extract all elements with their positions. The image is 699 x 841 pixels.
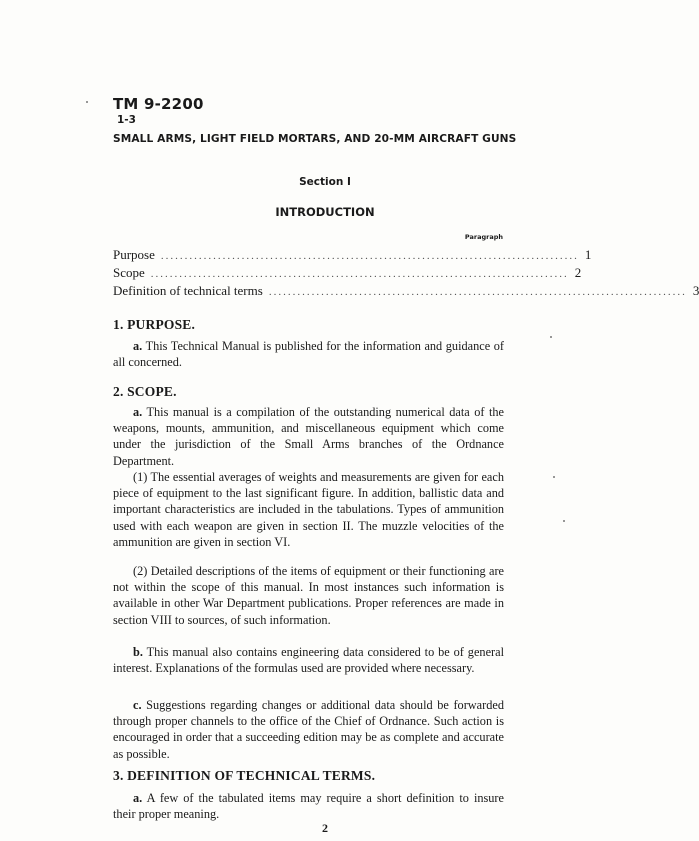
toc-entry xyxy=(113,283,699,299)
toc-entry-label: Definition of technical terms xyxy=(113,283,263,298)
section-name: INTRODUCTION xyxy=(275,205,375,219)
toc-entry-label: Scope xyxy=(113,265,145,280)
paragraph-text: Suggestions regarding changes or additional data should be forwarded through proper channels to the office of the Chief of Ordnance. Such action is encouraged in order that a succeeding edition may be as complete and accurate as possible. xyxy=(113,698,504,761)
paragraph-2a1: (1) The essential averages of weights and measurements are given for each piece of equipment to the last significant figure. In addition, ballistic data and important characteristics are included in the tabulations. Types of ammunition used with each weapon are given in section II. The muzzle velocities of the ammunition are given in section VI. xyxy=(113,470,504,549)
heading-purpose: 1. PURPOSE. xyxy=(113,317,196,332)
doc-sub-id: 1-3 xyxy=(117,114,136,126)
heading-scope: 2. SCOPE. xyxy=(113,384,177,399)
toc-entry-label: Purpose xyxy=(113,247,155,262)
section-label: Section I xyxy=(299,176,351,188)
paragraph-marker: a. xyxy=(133,339,143,353)
scan-speck xyxy=(550,336,552,338)
paragraph-text: This manual is a compilation of the outstanding numerical data of the weapons, mounts, ammunition, and miscellaneous equipment which come under the jurisdiction of the Small Arms branches of the Ordnance Department. xyxy=(113,405,504,468)
toc-entry-number: 3 xyxy=(692,283,699,298)
paragraph-marker: a. xyxy=(133,405,143,419)
paragraph-2a2: (2) Detailed descriptions of the items of equipment or their functioning are not within the scope of this manual. In most instances such information is available in other War Department publications. Proper references are made in section VIII to sources, of such information. xyxy=(113,564,504,627)
scan-speck xyxy=(553,476,555,478)
toc-leader-dots: ........................................................................................ xyxy=(150,268,569,280)
paragraph-2c xyxy=(113,697,504,762)
page-number: 2 xyxy=(322,821,328,835)
paragraph-2a xyxy=(113,404,504,469)
heading-definitions: 3. DEFINITION OF TECHNICAL TERMS. xyxy=(113,768,376,783)
paragraph-2b xyxy=(113,644,504,676)
toc-entry xyxy=(113,265,582,281)
paragraph-text: This Technical Manual is published for the information and guidance of all concerned. xyxy=(113,339,504,370)
scan-speck xyxy=(86,101,88,103)
toc-entry xyxy=(113,247,592,263)
paragraph-3a xyxy=(113,790,504,822)
paragraph-marker: b. xyxy=(133,645,143,659)
paragraph-marker: c. xyxy=(133,698,142,712)
toc-leader-dots: ........................................................................................ xyxy=(160,250,579,262)
toc-entry-number: 2 xyxy=(574,265,582,280)
doc-title: SMALL ARMS, LIGHT FIELD MORTARS, AND 20-MM AIRCRAFT GUNS xyxy=(113,133,517,145)
paragraph-marker: a. xyxy=(133,791,143,805)
paragraph-text: This manual also contains engineering data considered to be of general interest. Explanations of the formulas used are provided where necessary. xyxy=(113,645,504,676)
paragraph-text: A few of the tabulated items may require a short definition to insure their proper meaning. xyxy=(113,791,504,822)
paragraph-1a xyxy=(113,338,504,370)
toc-leader-dots: ........................................................................................ xyxy=(268,286,687,298)
doc-id: TM 9-2200 xyxy=(113,95,204,113)
toc-entry-number: 1 xyxy=(584,247,592,262)
scan-speck xyxy=(563,520,565,522)
toc-column-header: Paragraph xyxy=(464,233,503,241)
